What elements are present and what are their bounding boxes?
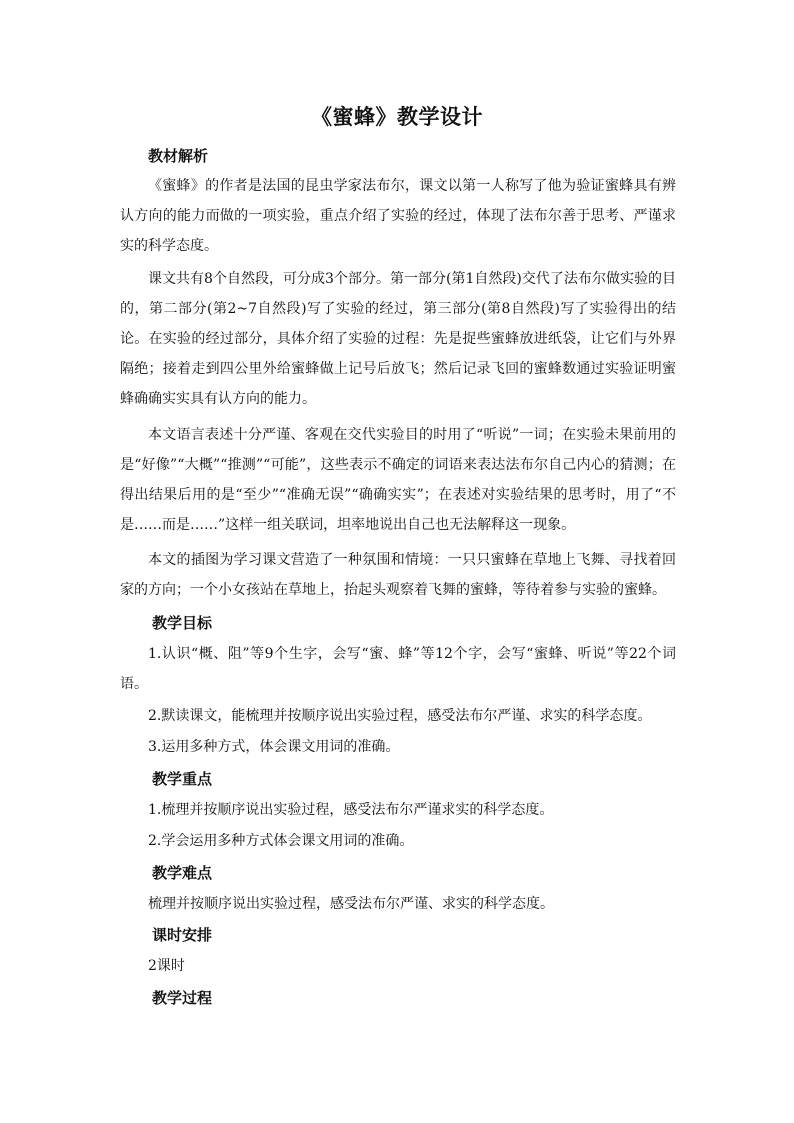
key-point-item-2: 2.学会运用多种方式体会课文用词的准确。 [148, 833, 414, 849]
analysis-paragraph-4: 本文的插图为学习课文营造了一种氛围和情境：一只只蜜蜂在草地上飞舞、寻找着回家的方向；一个小女孩站在草地上，抬起头观察着飞舞的蜜蜂，等待着参与实验的蜜蜂。 [120, 552, 676, 598]
section-heading-process: 教学过程 [152, 989, 213, 1007]
analysis-paragraph-3: 本文语言表述十分严谨、客观在交代实验目的时用了“听说”一词；在实验未果前用的是“好像”“大概”“推测”“可能”，这些表示不确定的词语来表达法布尔自己内心的猜测；在得出结果后用的是“至少”“准确无误”“确确实实”；在表述对实验结果的思考时，用了“不是……而是……”这样一组关联词，坦率地说出自己也无法解释这一现象。 [120, 427, 676, 533]
goal-item-3: 3.运用多种方式，体会课文用词的准确。 [148, 739, 400, 755]
goal-item-2: 2.默读课文，能梳理并按顺序说出实验过程，感受法布尔严谨、求实的科学态度。 [148, 708, 652, 724]
section-heading-difficulty: 教学难点 [152, 864, 213, 882]
goal-item-1: 1.认识“概、阻”等9个生字，会写“蜜、蜂”等12个字，会写“蜜蜂、听说”等22个词语。 [120, 646, 676, 692]
section-heading-goals: 教学目标 [152, 614, 213, 632]
difficulty-text: 梳理并按顺序说出实验过程，感受法布尔严谨、求实的科学态度。 [148, 896, 554, 912]
key-point-item-1: 1.梳理并按顺序说出实验过程，感受法布尔严谨求实的科学态度。 [148, 802, 554, 818]
page-title: 《蜜蜂》教学设计 [311, 105, 483, 129]
analysis-paragraph-1: 《蜜蜂》的作者是法国的昆虫学家法布尔，课文以第一人称写了他为验证蜜蜂具有辨认方向的能力而做的一项实验，重点介绍了实验的经过，体现了法布尔善于思考、严谨求实的科学态度。 [120, 178, 676, 254]
schedule-text: 2课时 [148, 958, 185, 974]
section-heading-schedule: 课时安排 [152, 926, 213, 944]
section-heading-key-points: 教学重点 [152, 770, 213, 788]
section-heading-analysis: 教材解析 [148, 147, 209, 165]
analysis-paragraph-2: 课文共有8个自然段，可分成3个部分。第一部分(第1自然段)交代了法布尔做实验的目的，第二部分(第2~7自然段)写了实验的经过，第三部分(第8自然段)写了实验得出的结论。在实验的经过部分，具体介绍了实验的过程：先是捉些蜜蜂放进纸袋，让它们与外界隔绝；接着走到四公里外给蜜蜂做上记号后放飞；然后记录飞回的蜜蜂数通过实验证明蜜蜂确确实实具有认方向的能力。 [120, 271, 676, 407]
